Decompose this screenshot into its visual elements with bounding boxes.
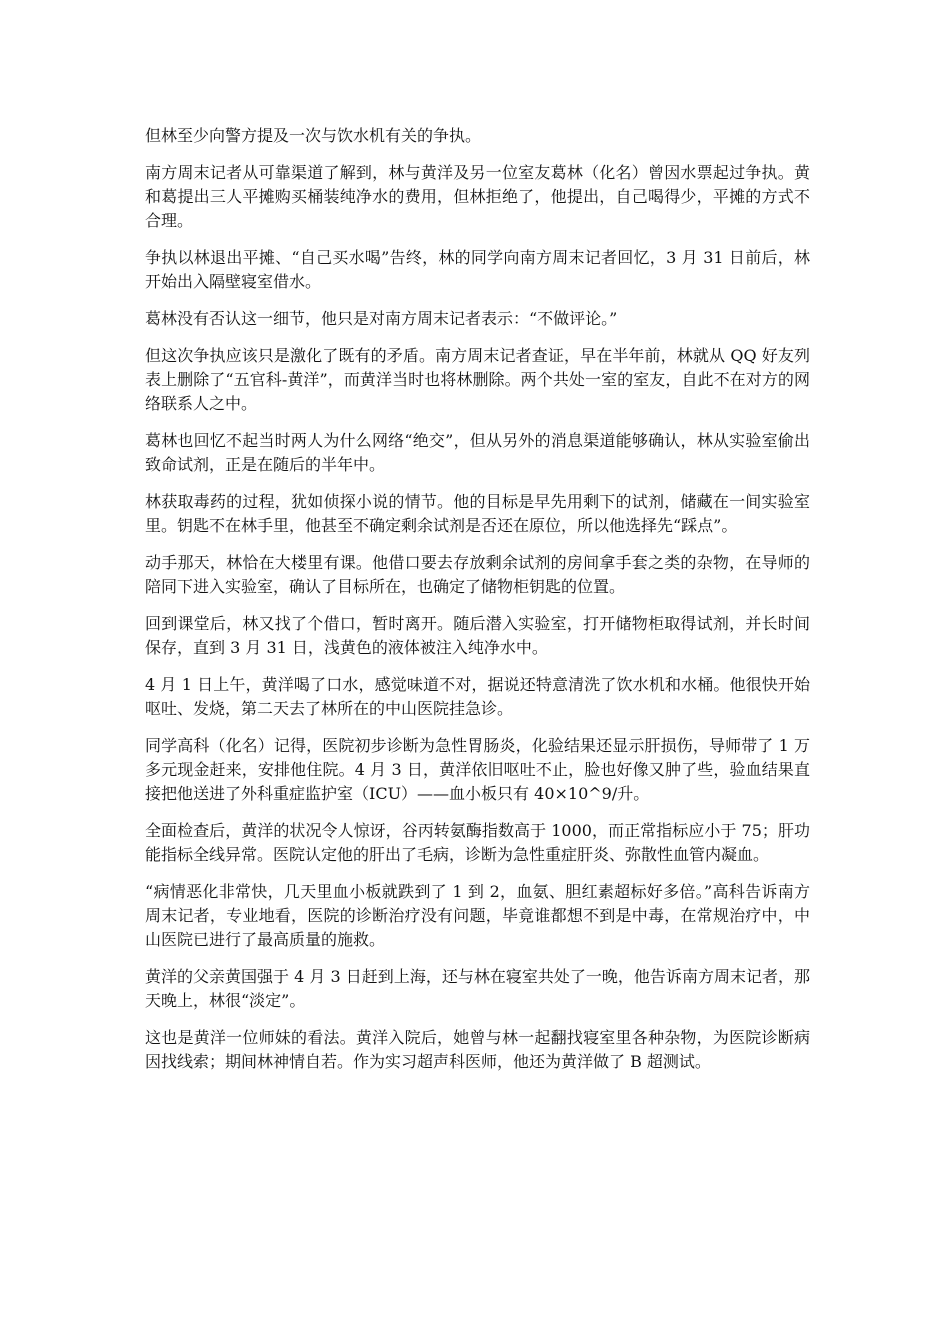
- paragraph-10: 4 月 1 日上午，黄洋喝了口水，感觉味道不对，据说还特意清洗了饮水机和水桶。他很快开始呕吐、发烧，第二天去了林所在的中山医院挂急诊。: [145, 675, 810, 718]
- paragraph-13: “病情恶化非常快，几天里血小板就跌到了 1 到 2，血氨、胆红素超标好多倍。”高科告诉南方周末记者，专业地看，医院的诊断治疗没有问题，毕竟谁都想不到是中毒，在常规治疗中，中山医院已进行了最高质量的施救。: [145, 882, 810, 949]
- paragraph-9: 回到课堂后，林又找了个借口，暂时离开。随后潜入实验室，打开储物柜取得试剂，并长时间保存，直到 3 月 31 日，浅黄色的液体被注入纯净水中。: [145, 614, 810, 657]
- paragraph-2: 南方周末记者从可靠渠道了解到，林与黄洋及另一位室友葛林（化名）曾因水票起过争执。黄和葛提出三人平摊购买桶装纯净水的费用，但林拒绝了，他提出，自己喝得少，平摊的方式不合理。: [145, 163, 810, 230]
- paragraph-15: 这也是黄洋一位师妹的看法。黄洋入院后，她曾与林一起翻找寝室里各种杂物，为医院诊断病因找线索；期间林神情自若。作为实习超声科医师，他还为黄洋做了 B 超测试。: [145, 1028, 810, 1071]
- paragraph-4: 葛林没有否认这一细节，他只是对南方周末记者表示：“不做评论。”: [145, 309, 618, 328]
- paragraph-8: 动手那天，林恰在大楼里有课。他借口要去存放剩余试剂的房间拿手套之类的杂物，在导师的陪同下进入实验室，确认了目标所在，也确定了储物柜钥匙的位置。: [145, 553, 810, 596]
- paragraph-5: 但这次争执应该只是激化了既有的矛盾。南方周末记者查证，早在半年前，林就从 QQ 好友列表上删除了“五官科-黄洋”，而黄洋当时也将林删除。两个共处一室的室友，自此不在对方的网络联系人之中。: [145, 346, 810, 413]
- article-body: [145, 124, 810, 1087]
- paragraph-7: 林获取毒药的过程，犹如侦探小说的情节。他的目标是早先用剩下的试剂，储藏在一间实验室里。钥匙不在林手里，他甚至不确定剩余试剂是否还在原位，所以他选择先“踩点”。: [145, 492, 810, 535]
- paragraph-1: 但林至少向警方提及一次与饮水机有关的争执。: [145, 126, 482, 145]
- paragraph-12: 全面检查后，黄洋的状况令人惊讶，谷丙转氨酶指数高于 1000，而正常指标应小于 75；肝功能指标全线异常。医院认定他的肝出了毛病，诊断为急性重症肝炎、弥散性血管内凝血。: [145, 821, 810, 864]
- paragraph-11: 同学高科（化名）记得，医院初步诊断为急性胃肠炎，化验结果还显示肝损伤，导师带了 1 万多元现金赶来，安排他住院。4 月 3 日，黄洋依旧呕吐不止，脸也好像又肿了些，验血结果直接把他送进了外科重症监护室（ICU）——血小板只有 40×10^9/升。: [145, 736, 810, 803]
- paragraph-14: 黄洋的父亲黄国强于 4 月 3 日赶到上海，还与林在寝室共处了一晚，他告诉南方周末记者，那天晚上，林很“淡定”。: [145, 967, 810, 1010]
- paragraph-6: 葛林也回忆不起当时两人为什么网络“绝交”，但从另外的消息渠道能够确认，林从实验室偷出致命试剂，正是在随后的半年中。: [145, 431, 810, 474]
- paragraph-3: 争执以林退出平摊、“自己买水喝”告终，林的同学向南方周末记者回忆，3 月 31 日前后，林开始出入隔壁寝室借水。: [145, 248, 810, 291]
